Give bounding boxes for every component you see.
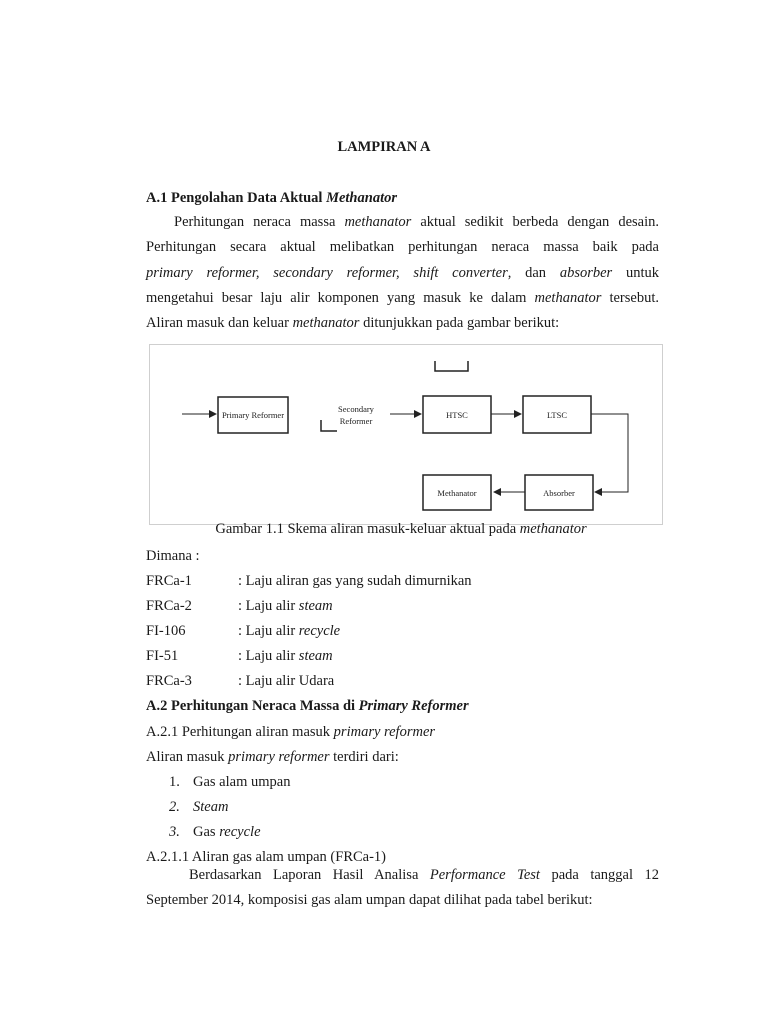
caption-italic: methanator xyxy=(519,521,587,537)
definition-italic: recycle xyxy=(298,623,341,639)
text-span: , dan xyxy=(507,265,560,281)
definition-value xyxy=(238,622,340,640)
ltsc-label: LTSC xyxy=(546,410,568,420)
htsc-label: HTSC xyxy=(446,410,468,420)
text-span: aktual sedikit berbeda dengan desain. xyxy=(411,214,659,230)
secondary-reformer-label-2: Reformer xyxy=(339,416,373,426)
flow-diagram-svg xyxy=(150,345,662,524)
paragraph2-line2: September 2014, komposisi gas alam umpan dapat dilihat pada tabel berikut: xyxy=(146,892,593,908)
list-item-number: 1. xyxy=(169,774,180,790)
text-span-italic: methanator xyxy=(344,214,412,230)
definition-key: FI-51 xyxy=(146,648,179,664)
top-bracket xyxy=(435,361,468,371)
list-item-italic: recycle xyxy=(219,824,261,840)
methanator-label: Methanator xyxy=(437,488,477,498)
text-span: tersebut. xyxy=(601,290,659,306)
paragraph1-line3 xyxy=(146,264,659,282)
section-heading-a2 xyxy=(146,697,469,715)
subsection-a21-italic: primary reformer xyxy=(333,724,436,740)
definition-text: : Laju alir Udara xyxy=(238,673,335,689)
text-span-italic: methanator xyxy=(534,290,602,306)
section-heading-a2-text: A.2 Perhitungan Neraca Massa di xyxy=(146,698,359,714)
section-heading-a1-italic: Methanator xyxy=(326,190,397,206)
text-span: Aliran masuk dan keluar xyxy=(146,315,293,331)
figure-caption xyxy=(0,520,768,538)
definition-key: FRCa-2 xyxy=(146,598,192,614)
definition-text: : Laju alir xyxy=(238,623,299,639)
page-title: LAMPIRAN A xyxy=(337,139,431,155)
section-heading-a1-text: A.1 Pengolahan Data Aktual xyxy=(146,190,327,206)
text-span-italic: Performance Test xyxy=(429,867,540,883)
text-span: terdiri dari: xyxy=(329,749,399,765)
list-item-text: Gas xyxy=(193,824,220,840)
paragraph1-line1 xyxy=(174,213,659,231)
definition-value xyxy=(238,572,472,590)
aliran-masuk-line xyxy=(146,748,399,766)
text-span-italic: absorber xyxy=(559,265,613,281)
list-item xyxy=(193,823,261,841)
absorber-label: Absorber xyxy=(543,488,575,498)
definition-value xyxy=(238,672,334,690)
section-heading-a1 xyxy=(146,189,397,207)
definition-text: : Laju aliran gas yang sudah dimurnikan xyxy=(238,573,472,589)
secondary-reformer-label-1: Secondary xyxy=(338,404,374,414)
ltsc-to-absorber-line xyxy=(591,414,628,492)
definition-value xyxy=(238,647,333,665)
list-item xyxy=(193,773,290,791)
section-heading-a2-italic: Primary Reformer xyxy=(358,698,469,714)
text-span: untuk xyxy=(612,265,659,281)
text-span: Perhitungan neraca massa xyxy=(174,214,345,230)
paragraph2-line1 xyxy=(189,866,659,884)
secondary-reformer-bracket xyxy=(321,420,337,431)
list-item-number: 3. xyxy=(169,824,180,840)
paragraph1-line4 xyxy=(146,289,659,307)
definition-text: : Laju alir xyxy=(238,648,299,664)
paragraph1-line5 xyxy=(146,314,559,332)
definition-italic: steam xyxy=(298,648,333,664)
subsection-a211: A.2.1.1 Aliran gas alam umpan (FRCa-1) xyxy=(146,849,387,865)
definition-key: FRCa-1 xyxy=(146,573,192,589)
primary-reformer-label: Primary Reformer xyxy=(221,410,285,420)
text-span: mengetahui besar laju alir komponen yang masuk ke dalam xyxy=(146,290,535,306)
flow-diagram xyxy=(149,344,663,525)
caption-text: Gambar 1.1 Skema aliran masuk-keluar aktual pada xyxy=(215,521,520,537)
definition-key: FRCa-3 xyxy=(146,673,192,689)
definition-key: FI-106 xyxy=(146,623,186,639)
list-item xyxy=(193,798,228,816)
list-item-number: 2. xyxy=(169,799,180,815)
list-item-italic: Steam xyxy=(193,799,229,815)
text-span-italic: primary reformer, secondary reformer, shift converter xyxy=(146,265,508,281)
dimana-label: Dimana : xyxy=(146,548,200,564)
text-span-italic: methanator xyxy=(292,315,360,331)
list-item-text: Gas alam umpan xyxy=(193,774,291,790)
subsection-a21-text: A.2.1 Perhitungan aliran masuk xyxy=(146,724,334,740)
paragraph1-line2: Perhitungan secara aktual melibatkan perhitungan neraca massa baik pada xyxy=(146,239,659,255)
text-span: ditunjukkan pada gambar berikut: xyxy=(359,315,560,331)
definition-value xyxy=(238,597,333,615)
definition-text: : Laju alir xyxy=(238,598,299,614)
definition-italic: steam xyxy=(298,598,333,614)
text-span: Berdasarkan Laporan Hasil Analisa xyxy=(189,867,430,883)
subsection-a21 xyxy=(146,723,435,741)
text-span: pada tanggal 12 xyxy=(539,867,659,883)
text-span: Aliran masuk xyxy=(146,749,229,765)
text-span-italic: primary reformer xyxy=(228,749,330,765)
